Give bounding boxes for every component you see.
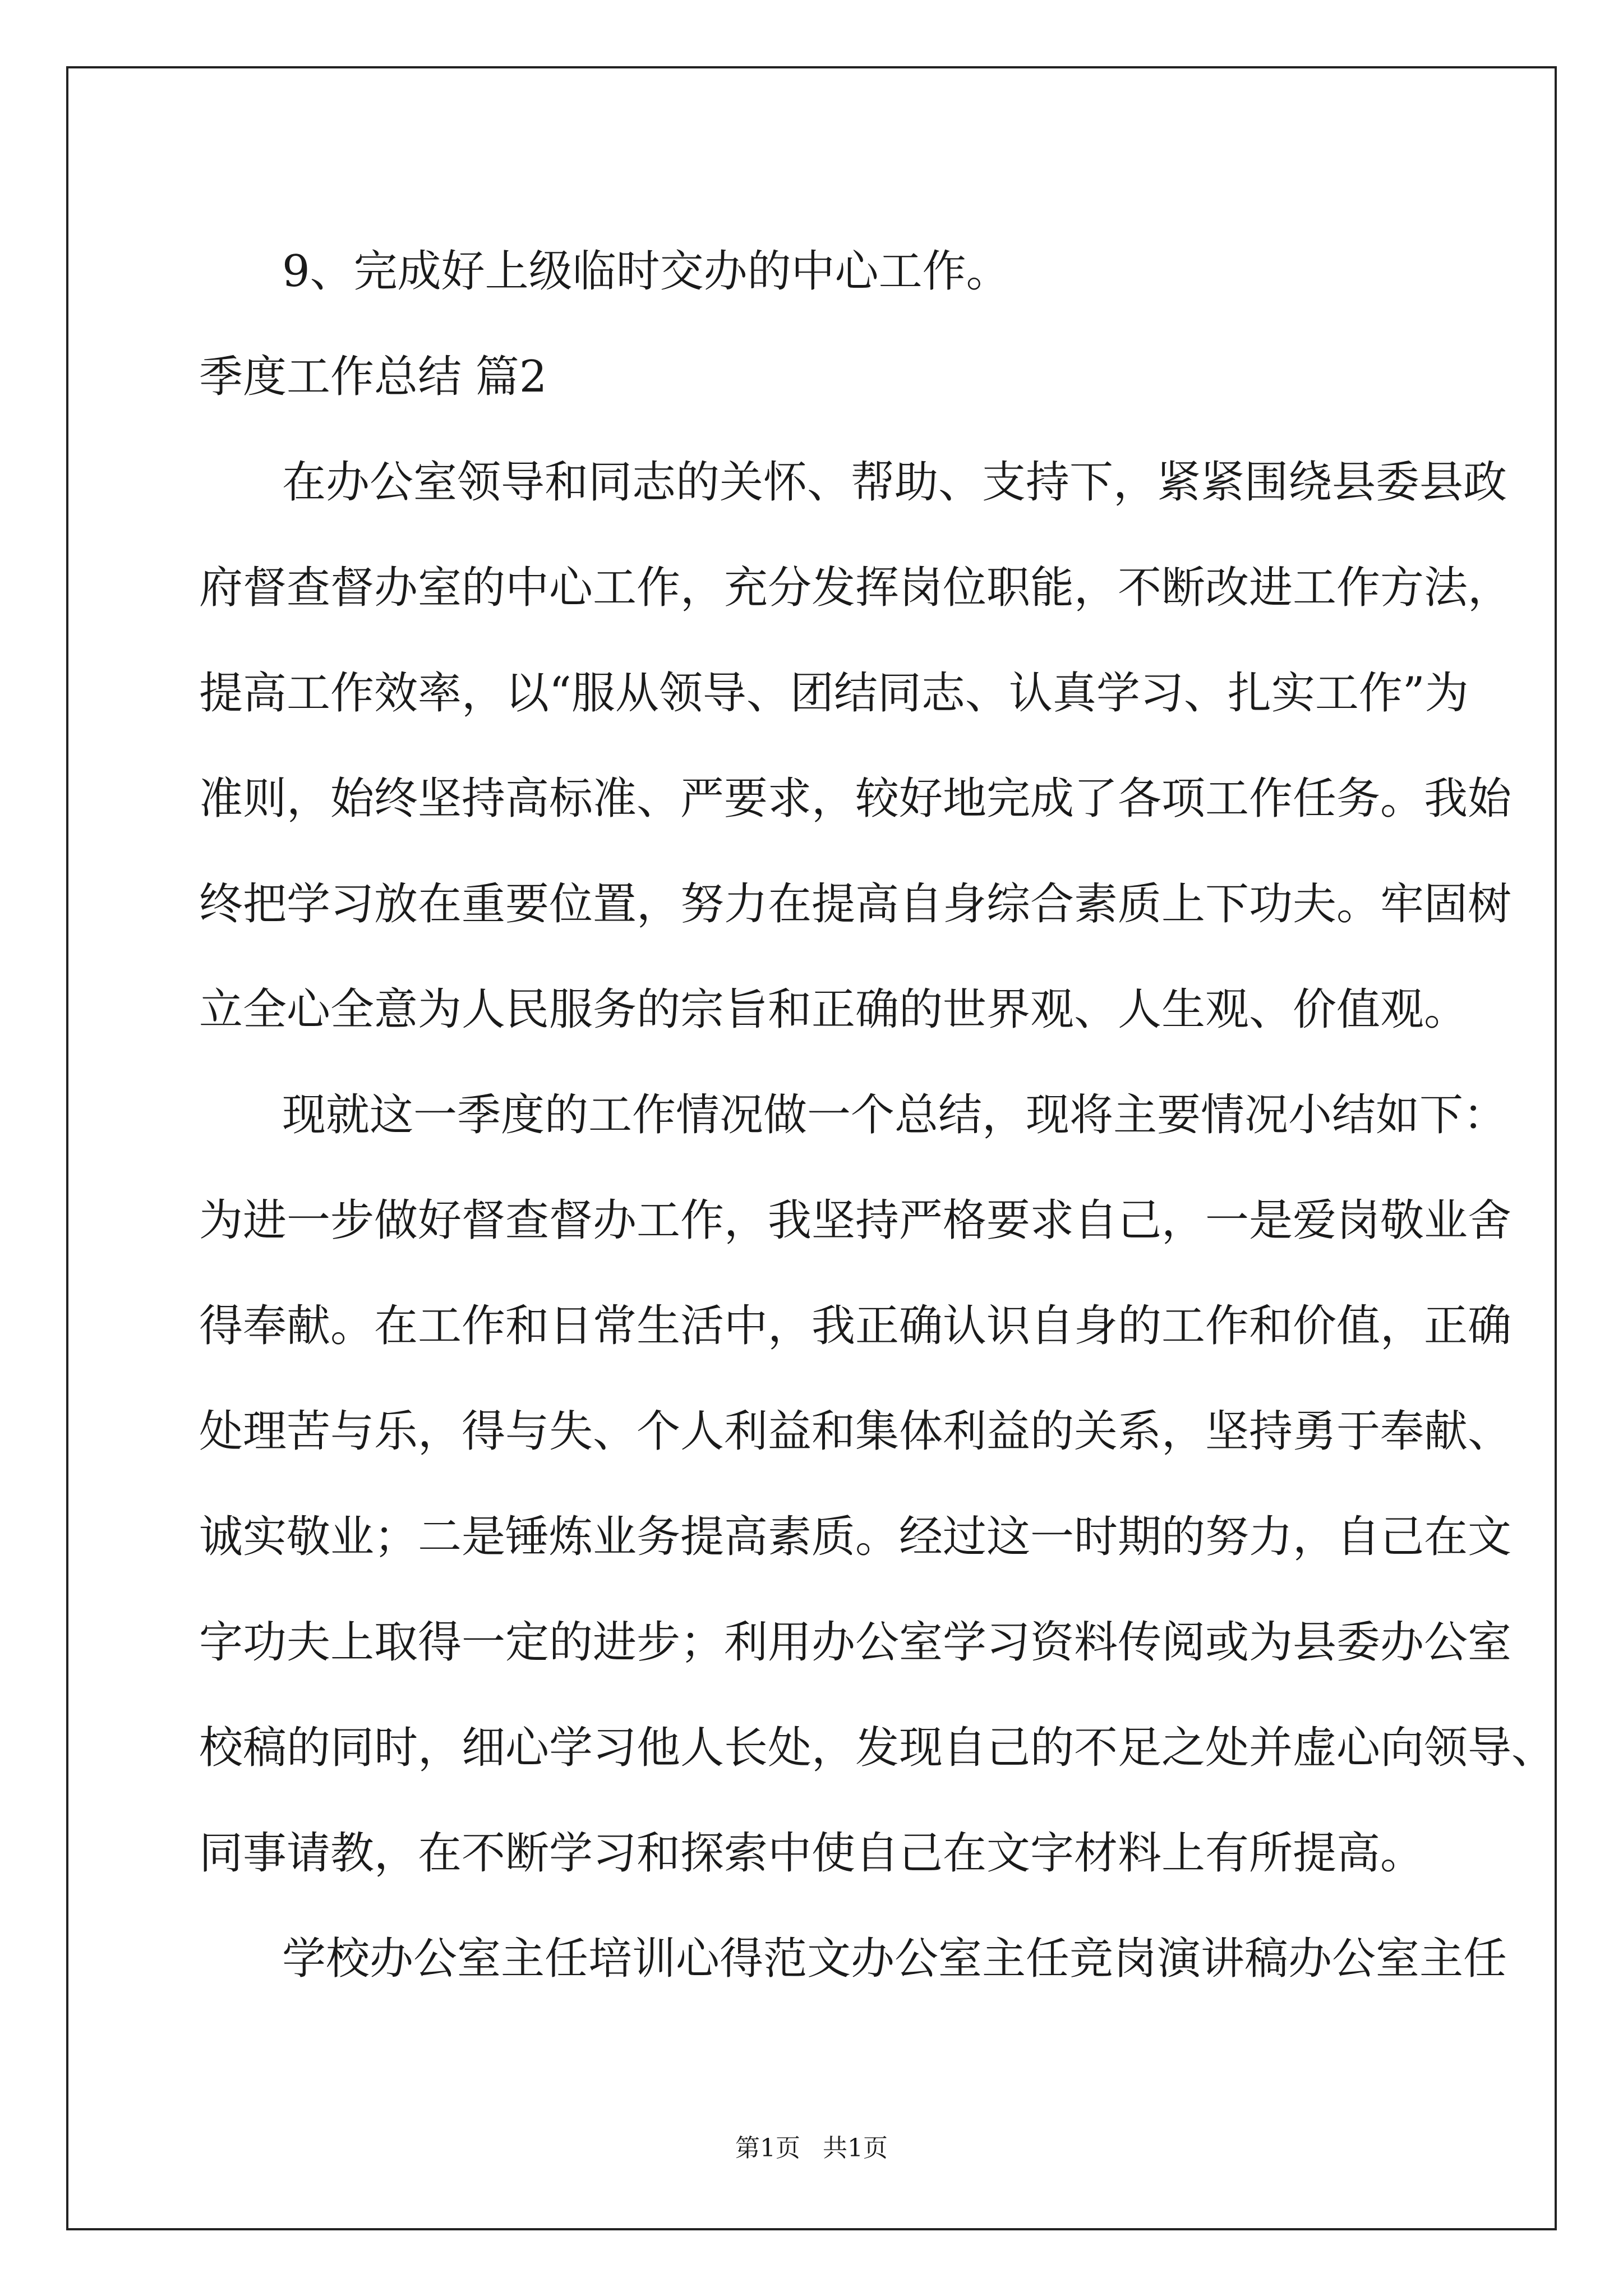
text-line: 在办公室领导和同志的关怀、帮助、支持下，紧紧围绕县委县政 xyxy=(282,457,1507,508)
text-line: 府督查督办室的中心工作，充分发挥岗位职能，不断改进工作方法， xyxy=(199,563,1512,613)
section-heading: 季度工作总结 篇2 xyxy=(199,352,547,402)
text-line: 立全心全意为人民服务的宗旨和正确的世界观、人生观、价值观。 xyxy=(199,984,1468,1035)
text-line: 终把学习放在重要位置，努力在提高自身综合素质上下功夫。牢固树 xyxy=(199,879,1512,930)
text-line: 得奉献。在工作和日常生活中，我正确认识自身的工作和价值，正确 xyxy=(199,1301,1512,1351)
page-total: 共1页 xyxy=(823,2134,888,2162)
text-line: 诚实敬业；二是锤炼业务提高素质。经过这一时期的努力，自己在文 xyxy=(199,1512,1512,1562)
text-line: 同事请教，在不断学习和探索中使自己在文字材料上有所提高。 xyxy=(199,1828,1424,1879)
text-line: 现就这一季度的工作情况做一个总结，现将主要情况小结如下： xyxy=(282,1090,1507,1140)
text-line: 校稿的同时，细心学习他人长处，发现自己的不足之处并虚心向领导、 xyxy=(199,1723,1556,1773)
text-line: 9、完成好上级临时交办的中心工作。 xyxy=(282,246,1010,297)
text-line: 准则，始终坚持高标准、严要求，较好地完成了各项工作任务。我始 xyxy=(199,774,1512,824)
document-body xyxy=(199,219,1556,2012)
page-number: 第1页 xyxy=(735,2134,800,2162)
page-footer xyxy=(0,2132,1623,2165)
text-line: 学校办公室主任培训心得范文办公室主任竞岗演讲稿办公室主任 xyxy=(282,1934,1507,1984)
text-line: 为进一步做好督查督办工作，我坚持严格要求自己，一是爱岗敬业舍 xyxy=(199,1195,1512,1246)
text-line: 提高工作效率，以“服从领导、团结同志、认真学习、扎实工作”为 xyxy=(199,668,1469,719)
text-line: 字功夫上取得一定的进步；利用办公室学习资料传阅或为县委办公室 xyxy=(199,1617,1512,1668)
text-line: 处理苦与乐，得与失、个人利益和集体利益的关系，坚持勇于奉献、 xyxy=(199,1406,1512,1457)
